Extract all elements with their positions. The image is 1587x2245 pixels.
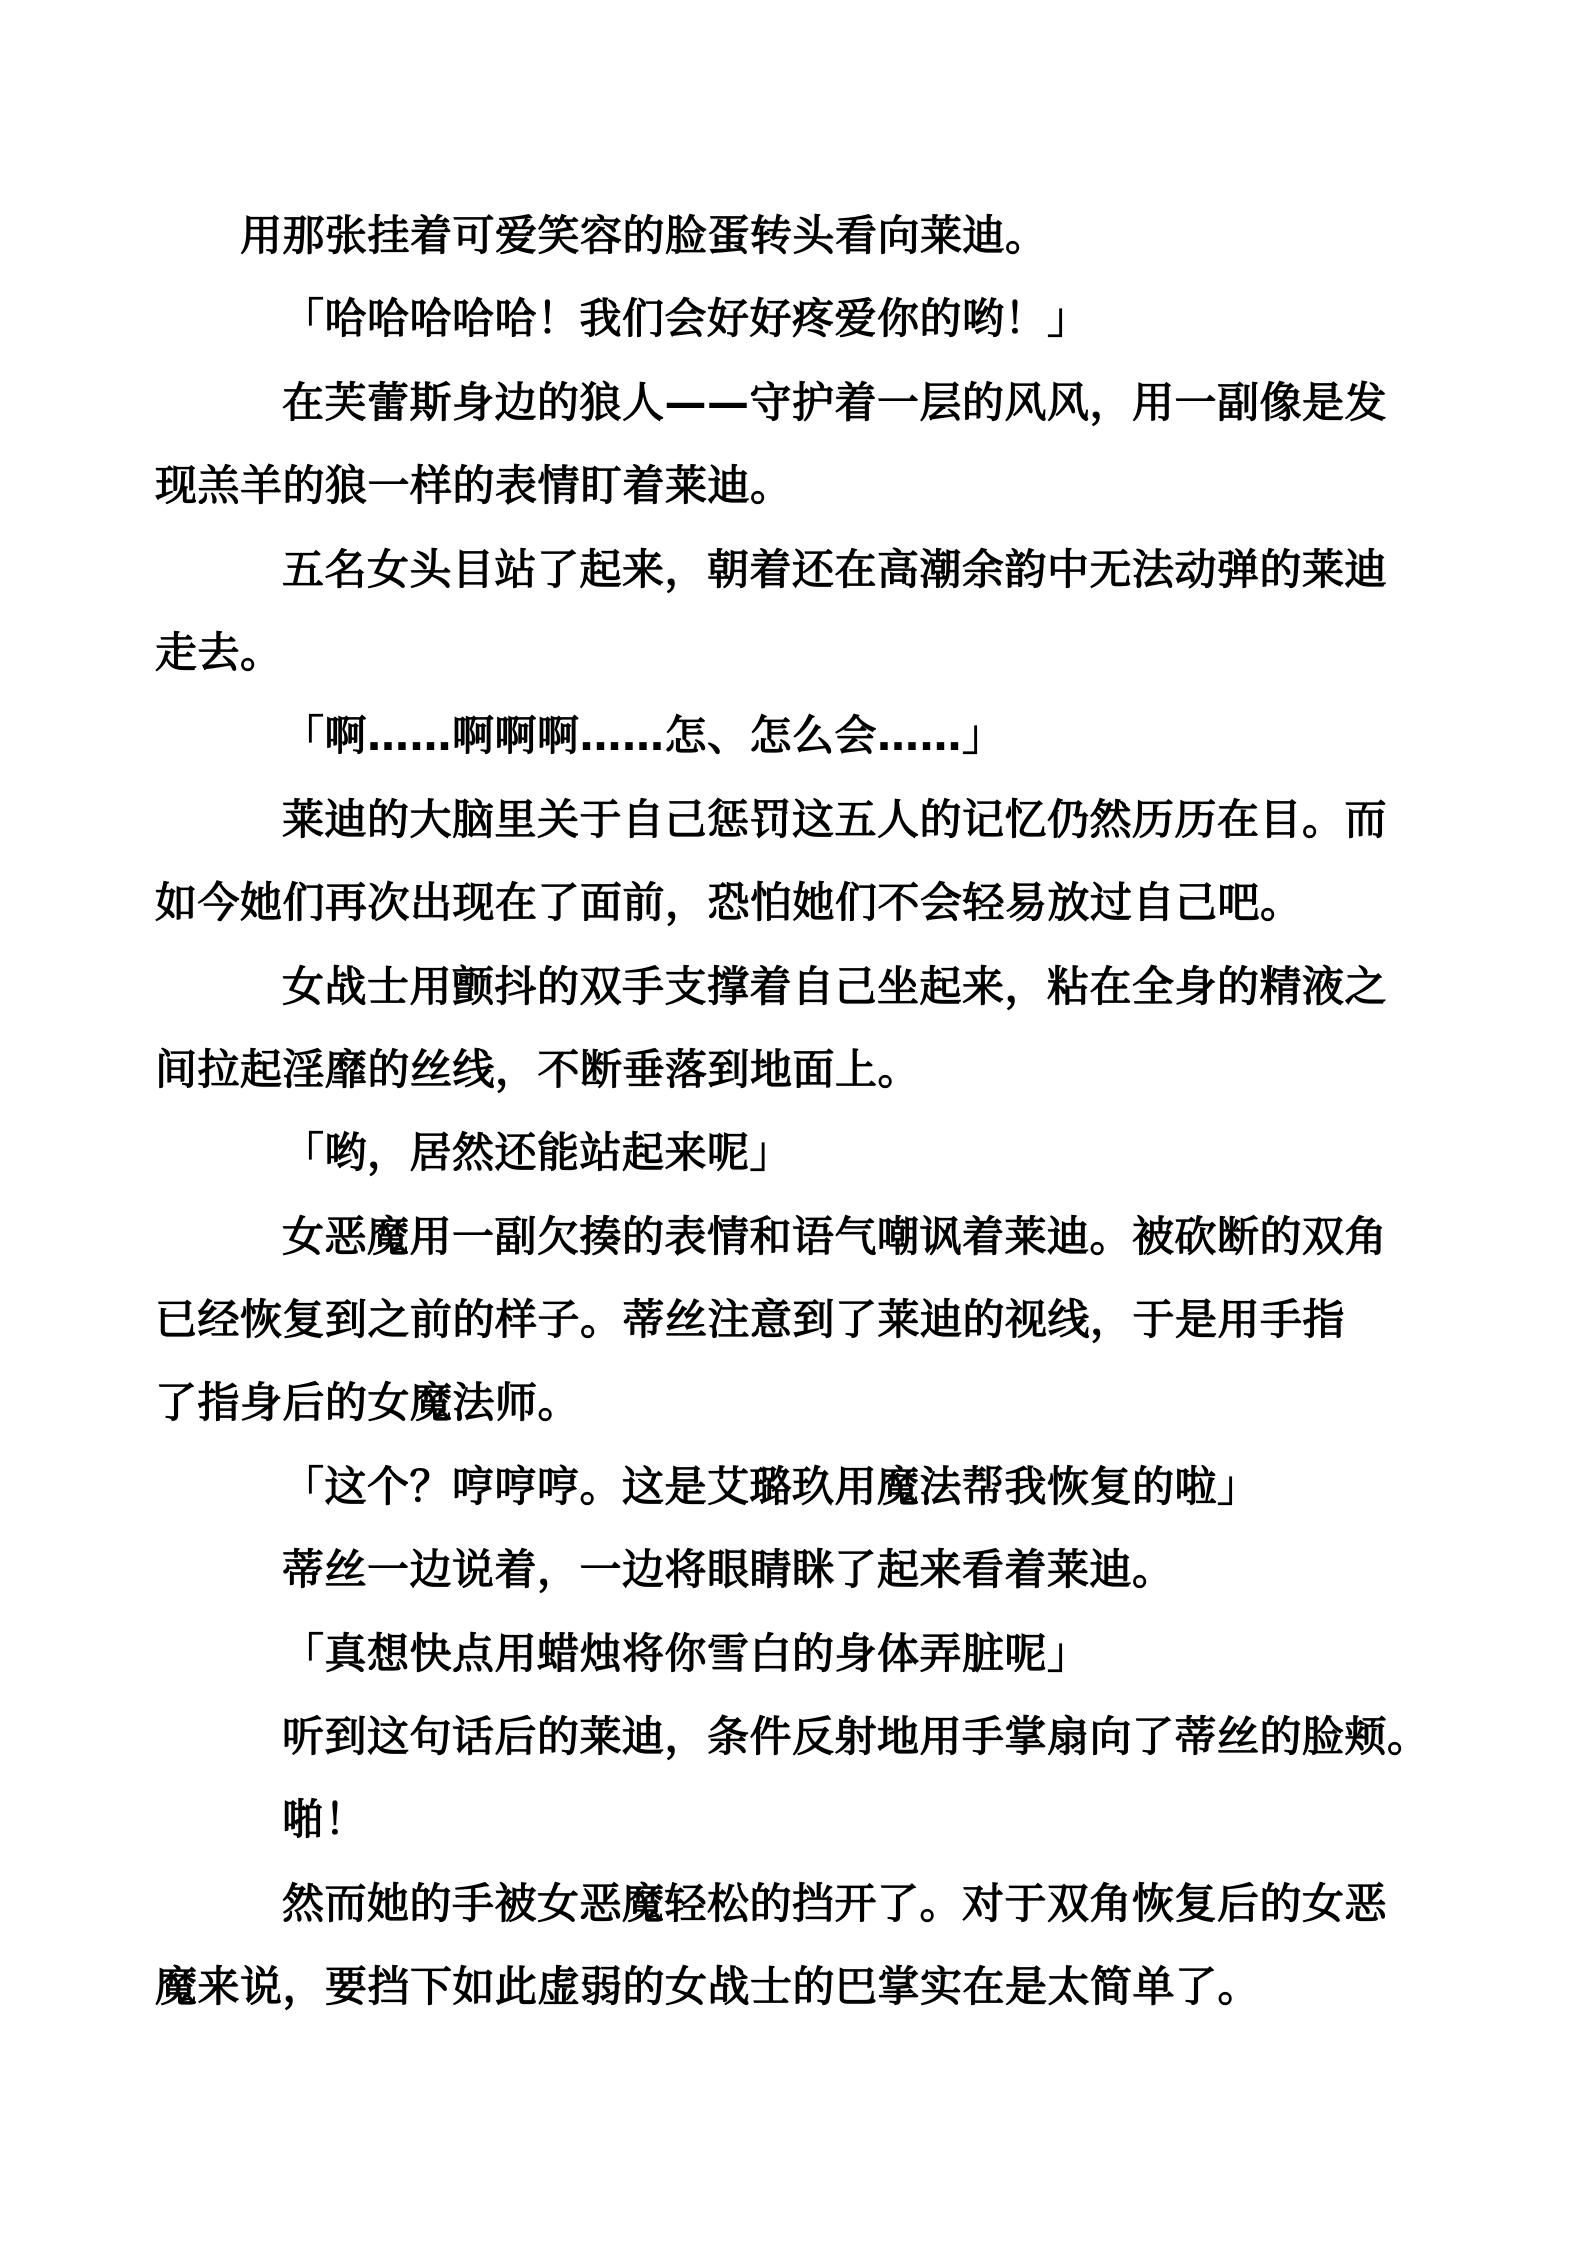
text-line: 走去。 <box>155 627 283 677</box>
text-block <box>155 194 1445 2029</box>
text-line: 用那张挂着可爱笑容的脸蛋转头看向莱迪。 <box>240 211 1048 260</box>
text-line: 如今她们再次出现在了面前，恐怕她们不会轻易放过自己吧。 <box>155 878 1303 928</box>
text-line: 莱迪的大脑里关于自己惩罚这五人的记忆仍然历历在目。而 <box>282 794 1388 844</box>
text-line: 魔来说，要挡下如此虚弱的女战士的巴掌实在是太简单了。 <box>155 1962 1261 2012</box>
text-line: 间拉起淫靡的丝线，不断垂落到地面上。 <box>155 1044 921 1094</box>
text-line: 「真想快点用蜡烛将你雪白的身体弄脏呢」 <box>282 1628 1090 1678</box>
text-line: 女战士用颤抖的双手支撑着自己坐起来，粘在全身的精液之 <box>282 961 1388 1011</box>
text-line: 已经恢复到之前的样子。蒂丝注意到了莱迪的视线，于是用手指 <box>155 1295 1346 1345</box>
text-line: 啪！ <box>282 1795 368 1845</box>
text-line: 现羔羊的狼一样的表情盯着莱迪。 <box>155 461 793 511</box>
text-line: 「哈哈哈哈哈！我们会好好疼爱你的哟！」 <box>282 294 1090 344</box>
text-line: 女恶魔用一副欠揍的表情和语气嘲讽着莱迪。被砍断的双角 <box>282 1211 1388 1261</box>
text-line: 在芙蕾斯身边的狼人——守护着一层的风风，用一副像是发 <box>282 377 1388 427</box>
text-line: 听到这句话后的莱迪，条件反射地用手掌扇向了蒂丝的脸颊。 <box>282 1712 1430 1762</box>
text-line: 了指身后的女魔法师。 <box>155 1378 581 1428</box>
text-line: 蒂丝一边说着，一边将眼睛眯了起来看着莱迪。 <box>282 1545 1175 1595</box>
text-line: 五名女头目站了起来，朝着还在高潮余韵中无法动弹的莱迪 <box>282 544 1388 594</box>
text-line: 「哟，居然还能站起来呢」 <box>282 1128 793 1178</box>
text-line: 然而她的手被女恶魔轻松的挡开了。对于双角恢复后的女恶 <box>282 1878 1388 1928</box>
text-line: 「这个？哼哼哼。这是艾璐玖用魔法帮我恢复的啦」 <box>282 1461 1260 1511</box>
text-line: 「啊……啊啊啊……怎、怎么会……」 <box>282 711 1005 761</box>
